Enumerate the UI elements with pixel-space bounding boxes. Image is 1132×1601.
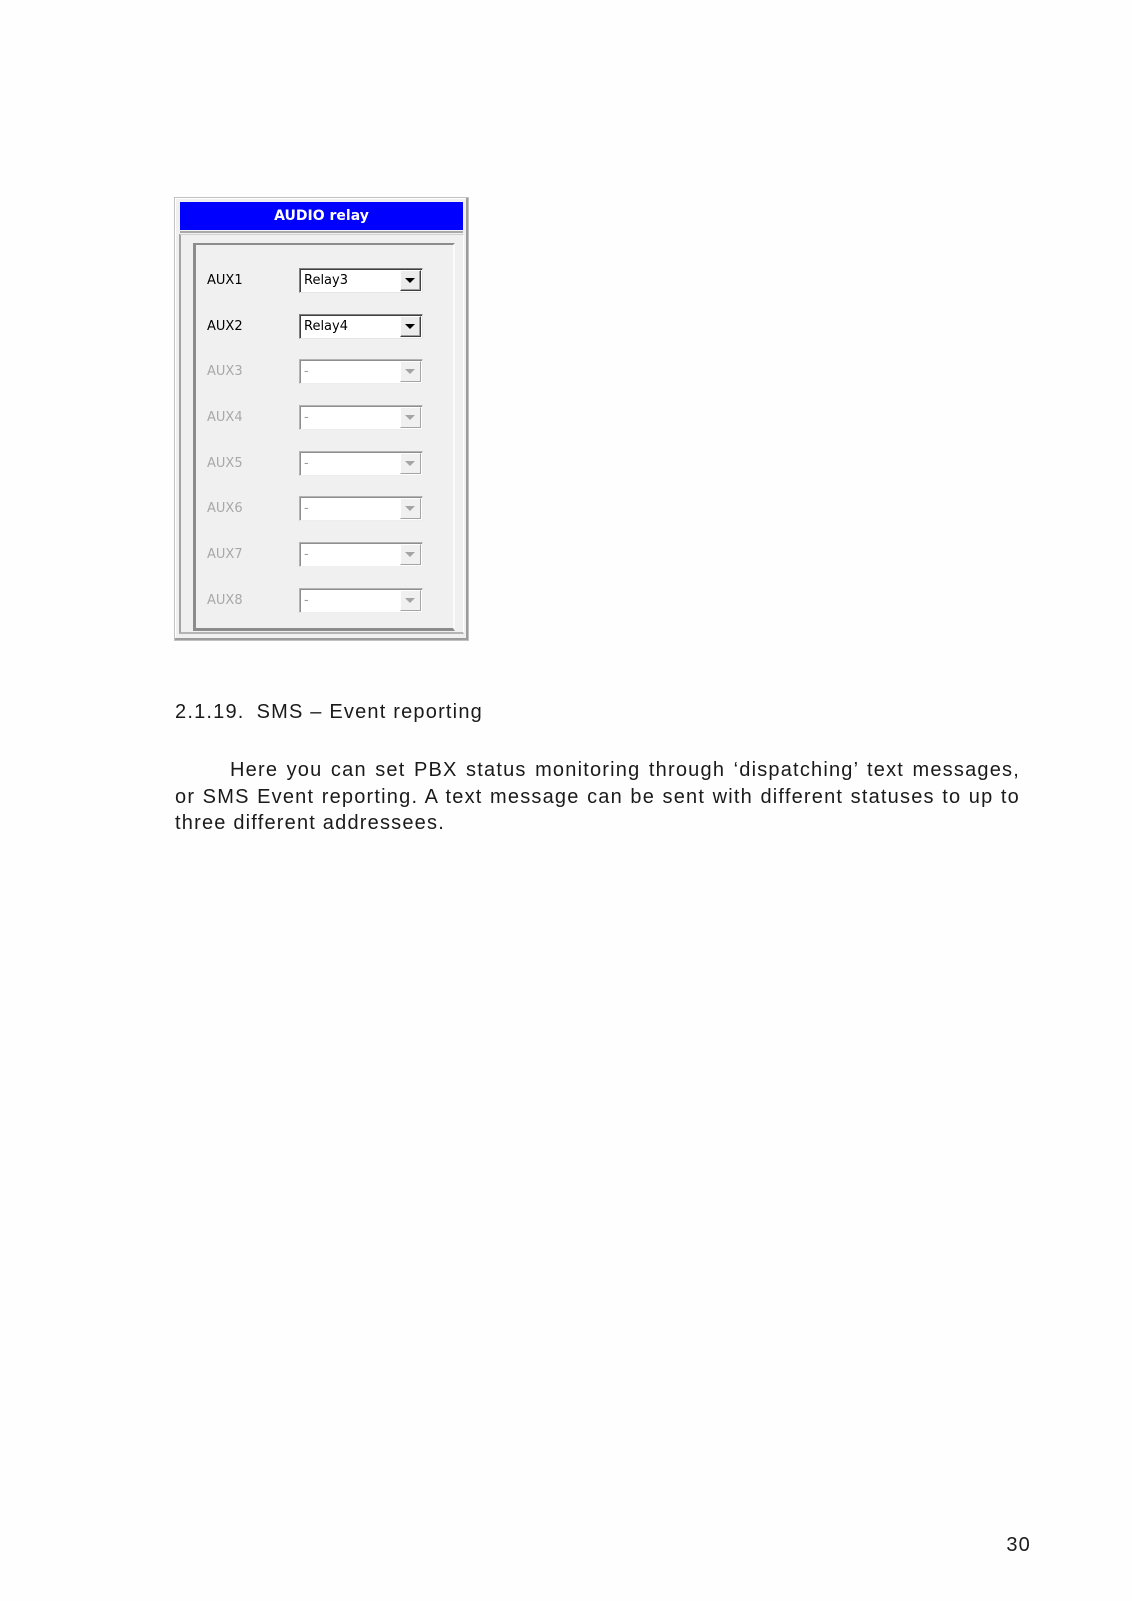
aux5-dropdown-value: - — [304, 455, 309, 471]
aux7-row — [196, 542, 451, 588]
aux3-dropdown-arrow-button — [400, 361, 421, 382]
aux7-dropdown-value: - — [304, 547, 309, 563]
caret-down-icon — [405, 369, 415, 374]
aux1-label: AUX1 — [207, 273, 243, 288]
caret-down-icon — [405, 415, 415, 420]
aux2-dropdown-value: Relay4 — [304, 318, 348, 334]
aux1-dropdown-value: Relay3 — [304, 273, 348, 288]
aux4-label: AUX4 — [207, 410, 243, 426]
aux3-dropdown-value: - — [304, 364, 309, 380]
aux5-dropdown-arrow-button — [400, 453, 421, 474]
aux1-dropdown-arrow-button[interactable] — [400, 270, 421, 291]
aux2-dropdown-arrow-button[interactable] — [400, 316, 421, 337]
aux5-dropdown — [299, 451, 423, 476]
aux1-dropdown[interactable] — [299, 268, 423, 293]
section-heading — [175, 700, 483, 724]
page-number: 30 — [1006, 1534, 1031, 1556]
aux1-row — [196, 268, 451, 314]
aux6-dropdown-arrow-button — [400, 498, 421, 519]
audio-relay-panel — [174, 197, 469, 641]
caret-down-icon — [405, 506, 415, 511]
aux4-dropdown-value: - — [304, 410, 309, 426]
section-title: SMS – Event reporting — [256, 701, 483, 723]
aux2-label: AUX2 — [207, 318, 243, 334]
aux6-dropdown — [299, 496, 423, 521]
caret-down-icon — [405, 324, 415, 329]
aux8-row — [196, 588, 451, 634]
caret-down-icon — [405, 598, 415, 603]
aux7-dropdown — [299, 542, 423, 567]
aux5-row — [196, 451, 451, 497]
aux4-row — [196, 405, 451, 451]
aux4-dropdown-arrow-button — [400, 407, 421, 428]
section-number: 2.1.19. — [175, 701, 245, 723]
aux7-dropdown-arrow-button — [400, 544, 421, 565]
caret-down-icon — [405, 552, 415, 557]
relay-group-box — [193, 243, 455, 631]
section-body: Here you can set PBX status monitoring through ‘dispatching’ text messages, or SMS Event reporting. A text message can be sent with different statuses to up to three different addressees. — [175, 759, 1020, 834]
aux8-label: AUX8 — [207, 592, 243, 608]
aux2-dropdown[interactable] — [299, 314, 423, 339]
aux8-dropdown — [299, 588, 423, 613]
aux5-label: AUX5 — [207, 455, 243, 471]
aux3-label: AUX3 — [207, 364, 243, 380]
caret-down-icon — [405, 461, 415, 466]
aux3-dropdown — [299, 359, 423, 384]
aux3-row — [196, 359, 451, 405]
aux2-row — [196, 314, 451, 360]
aux8-dropdown-arrow-button — [400, 590, 421, 611]
aux8-dropdown-value: - — [304, 592, 309, 608]
aux7-label: AUX7 — [207, 547, 243, 563]
aux6-dropdown-value: - — [304, 501, 309, 517]
caret-down-icon — [405, 278, 415, 283]
aux4-dropdown — [299, 405, 423, 430]
panel-title: AUDIO relay — [180, 202, 463, 230]
title-divider — [180, 231, 463, 233]
aux6-label: AUX6 — [207, 501, 243, 517]
aux6-row — [196, 496, 451, 542]
